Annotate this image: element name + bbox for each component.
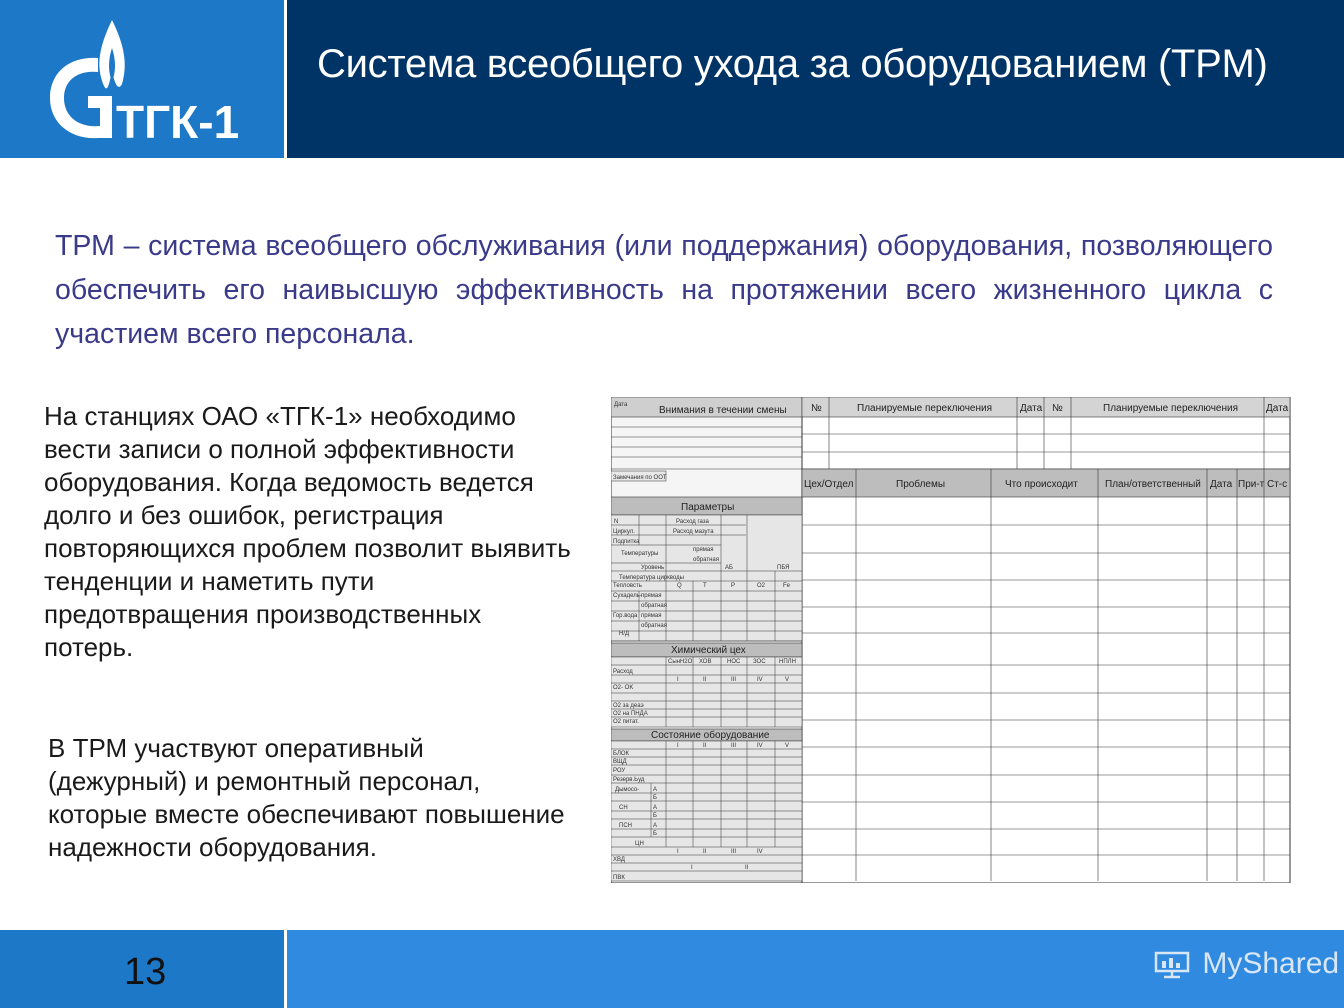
form-remarks-label: Замечания по ООТ	[613, 475, 667, 481]
sched-h-4: Планируемые переключения	[1103, 403, 1238, 414]
svg-text:Q: Q	[677, 583, 682, 589]
company-logo	[0, 0, 284, 158]
svg-text:III: III	[731, 743, 737, 749]
svg-text:Fe: Fe	[783, 583, 791, 589]
svg-text:Температуры: Температуры	[621, 551, 659, 557]
prob-h-1: Проблемы	[896, 479, 946, 490]
chem-title: Химический цех	[671, 645, 746, 656]
flame-logo-icon	[0, 0, 284, 158]
svg-text:НОС: НОС	[727, 659, 741, 665]
svg-text:Циркул.: Циркул.	[613, 529, 635, 535]
svg-text:Б: Б	[653, 795, 657, 801]
sched-h-0: №	[811, 403, 822, 414]
svg-text:N: N	[614, 519, 619, 525]
svg-text:ХОВ: ХОВ	[699, 659, 712, 665]
svg-text:БЛОК: БЛОК	[613, 751, 630, 757]
prob-h-5: При-т	[1238, 479, 1265, 490]
svg-text:прямая: прямая	[641, 613, 662, 619]
svg-text:II: II	[703, 849, 707, 855]
svg-text:Уровень: Уровень	[641, 565, 665, 571]
prob-h-0: Цех/Отдел	[804, 479, 854, 490]
tpm-record-form	[611, 397, 1291, 883]
sched-h-3: №	[1052, 403, 1063, 414]
page-number: 13	[124, 951, 167, 993]
prob-h-3: План/ответственный	[1105, 479, 1201, 490]
prob-h-2: Что происходит	[1005, 479, 1078, 490]
svg-text:Расход газа: Расход газа	[676, 519, 709, 525]
paragraph-records: На станциях ОАО «ТГК-1» необходимо вести записи о полной эффективности оборудования. Когда ведомость ведется долго и без ошибок, регистрация повторяющихся проблем позволит выявить тенденции и наметить пути предотвращения производственных потерь.	[44, 401, 571, 662]
svg-text:АБ: АБ	[725, 565, 733, 571]
watermark	[1154, 946, 1339, 980]
svg-text:O2: O2	[757, 583, 766, 589]
svg-text:СынH2O: СынH2O	[668, 659, 693, 665]
svg-text:Б: Б	[653, 813, 657, 819]
sched-h-2: Дата	[1020, 403, 1043, 414]
svg-text:T: T	[703, 583, 707, 589]
svg-text:ПВК: ПВК	[613, 875, 625, 881]
svg-text:I: I	[691, 865, 693, 871]
svg-text:IV: IV	[757, 677, 763, 683]
svg-text:O2 питат.: O2 питат.	[613, 719, 639, 725]
svg-text:А: А	[653, 805, 658, 811]
svg-text:I: I	[677, 743, 679, 749]
svg-text:Гор.вода: Гор.вода	[613, 613, 638, 619]
svg-text:Расход мазута: Расход мазута	[673, 529, 714, 535]
svg-text:II: II	[703, 743, 707, 749]
paragraph-participants: В ТРМ участвуют оперативный (дежурный) и ремонтный персонал, которые вместе обеспечивают повышение надежности оборудования.	[48, 733, 565, 862]
svg-text:Температура циркводы: Температура циркводы	[619, 575, 684, 581]
svg-text:ПБЯ: ПБЯ	[777, 565, 790, 571]
header-bar	[287, 0, 1344, 158]
page-title: Система всеобщего ухода за оборудованием (TPM)	[317, 42, 1268, 86]
svg-text:Тепловсть: Тепловсть	[613, 583, 642, 589]
logo-text: ТГК-1	[116, 96, 240, 148]
svg-text:O2- OK: O2- OK	[613, 685, 634, 691]
svg-text:прямая: прямая	[693, 547, 714, 553]
prob-h-4: Дата	[1210, 479, 1233, 490]
watermark-text: MyShared	[1202, 947, 1340, 981]
svg-text:Подпитка: Подпитка	[613, 539, 640, 545]
svg-text:прямая: прямая	[641, 593, 662, 599]
svg-text:ПСН: ПСН	[619, 823, 632, 829]
svg-text:СН: СН	[619, 805, 628, 811]
svg-text:IV: IV	[757, 849, 763, 855]
svg-text:V: V	[785, 743, 790, 749]
intro-definition: ТРМ – система всеобщего обслуживания (или поддержания) оборудования, позволяющего обеспечить его наивысшую эффективность на протяжении всего жизненного цикла с участием всего персонала.	[55, 230, 1273, 350]
svg-text:II: II	[703, 677, 707, 683]
svg-text:Сухадель-: Сухадель-	[613, 593, 642, 599]
sched-h-5: Дата	[1266, 403, 1289, 414]
svg-text:III: III	[731, 849, 737, 855]
svg-text:O2 на ПНДА: O2 на ПНДА	[613, 711, 648, 717]
svg-text:Н/Д: Н/Д	[619, 631, 630, 637]
svg-text:А: А	[653, 787, 658, 793]
sched-h-1: Планируемые переключения	[857, 403, 992, 414]
svg-text:V: V	[785, 677, 790, 683]
prob-h-6: Ст-с	[1267, 479, 1288, 490]
svg-text:O2 за деаэ: O2 за деаэ	[613, 703, 644, 709]
form-attention-label: Внимания в течении смены	[659, 405, 787, 416]
svg-text:Дымосо-: Дымосо-	[615, 787, 640, 793]
svg-text:ЗОС: ЗОС	[753, 659, 766, 665]
svg-text:обратная: обратная	[641, 603, 667, 609]
presentation-icon	[1154, 949, 1190, 979]
svg-text:ВЩД: ВЩД	[613, 759, 627, 765]
params-title: Параметры	[681, 502, 735, 513]
svg-text:НПЛН: НПЛН	[779, 659, 796, 665]
state-title: Состояние оборудование	[651, 730, 770, 741]
svg-text:I: I	[677, 677, 679, 683]
svg-text:РОУ: РОУ	[613, 768, 626, 774]
form-date-label: Дата	[614, 402, 628, 408]
svg-text:I: I	[677, 849, 679, 855]
svg-text:ЦН: ЦН	[635, 841, 644, 847]
svg-text:Расход: Расход	[613, 669, 633, 675]
svg-text:обратная: обратная	[693, 557, 719, 563]
svg-text:А: А	[653, 823, 658, 829]
svg-text:Б: Б	[653, 831, 657, 837]
svg-text:ХВД: ХВД	[613, 857, 625, 863]
svg-text:обратная: обратная	[641, 623, 667, 629]
form-grid	[611, 397, 1291, 883]
svg-text:II: II	[745, 865, 749, 871]
svg-text:IV: IV	[757, 743, 763, 749]
svg-text:Резерв.Ьуд: Резерв.Ьуд	[613, 777, 645, 783]
svg-text:III: III	[731, 677, 737, 683]
svg-text:P: P	[731, 583, 736, 589]
